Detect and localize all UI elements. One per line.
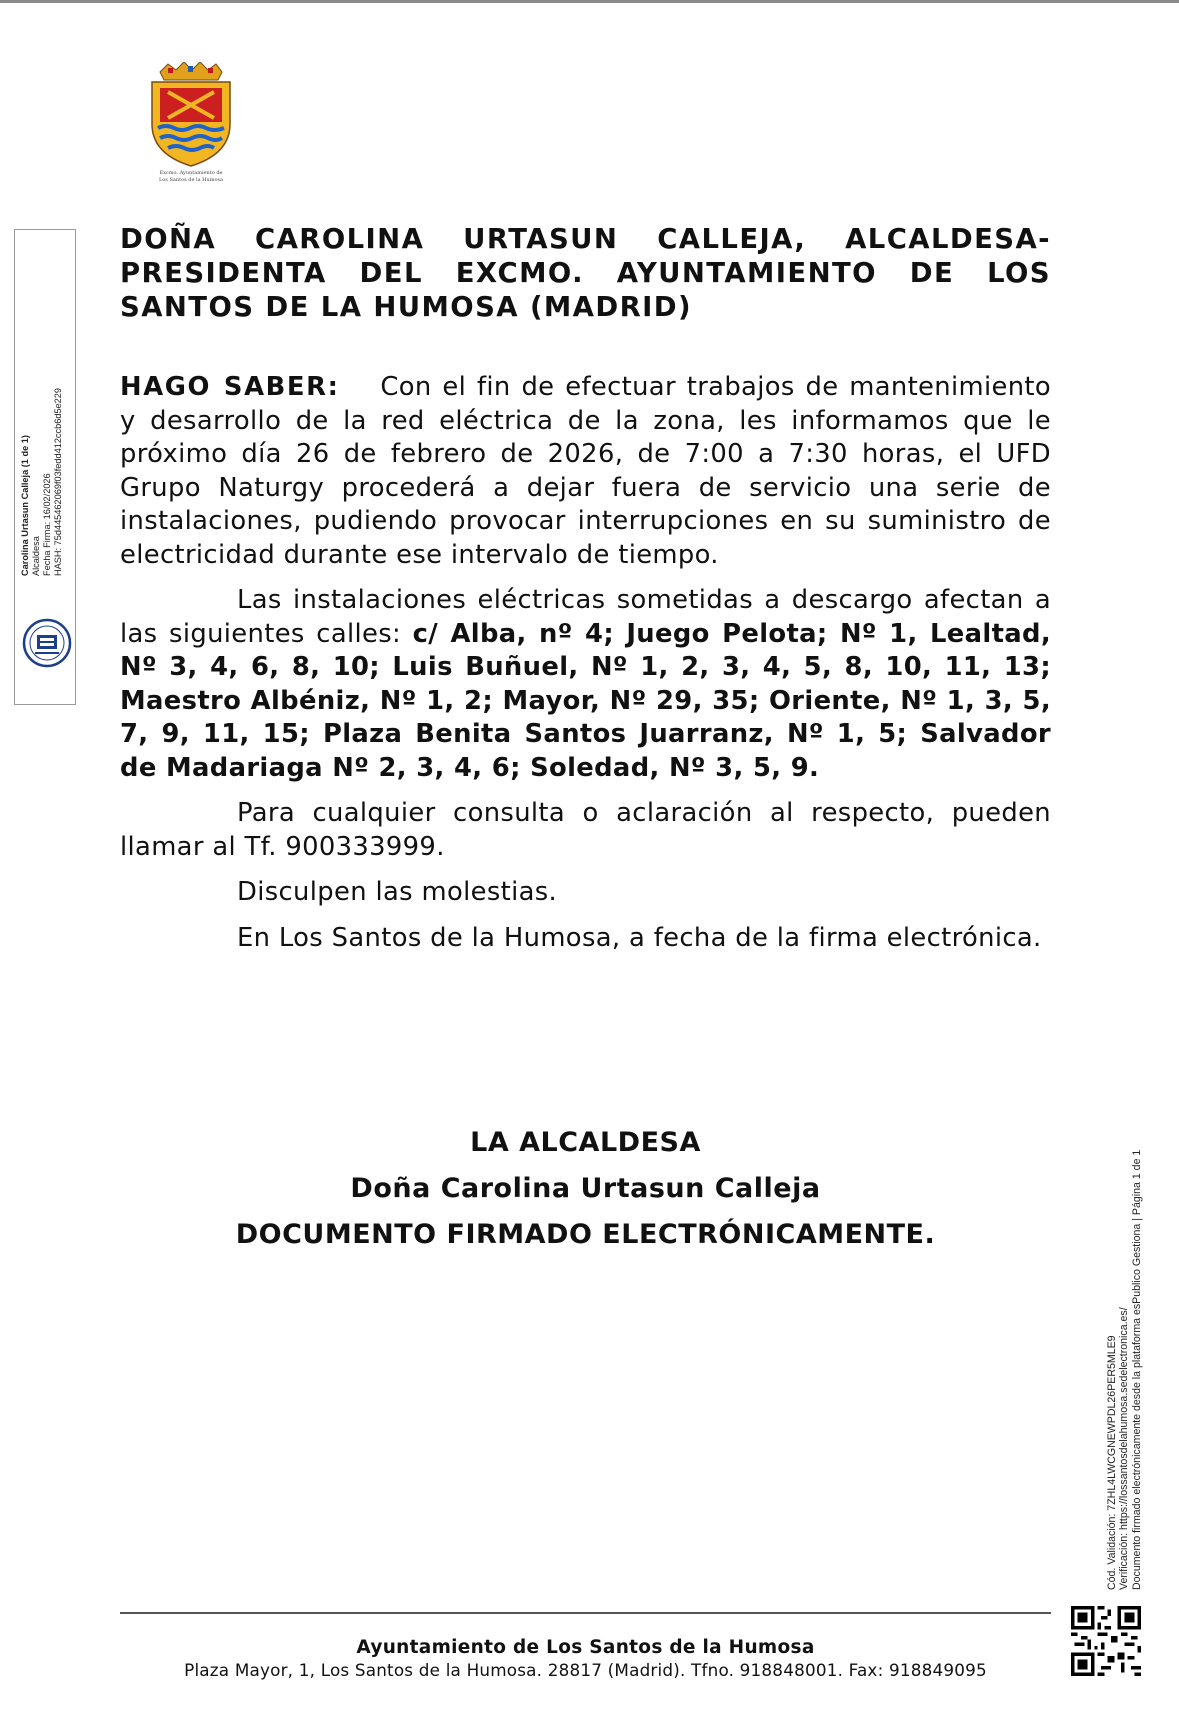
crest-caption-2: Los Santos de la Humosa (158, 177, 224, 182)
qr-code-icon[interactable] (1071, 1606, 1141, 1676)
crest-shield-icon (138, 62, 242, 182)
paragraph-apology: Disculpen las molestias. (237, 877, 558, 907)
document-heading: DOÑA CAROLINA URTASUN CALLEJA, ALCALDESA-PRESIDENTA DEL EXCMO. AYUNTAMIENTO DE LOS SANTOS DE LA HUMOSA (MADRID) (120, 223, 1051, 323)
signature-title: LA ALCALDESA (470, 1127, 701, 1158)
crest-caption-1: Excmo. Ayuntamiento de (159, 170, 223, 176)
verification-platform: Documento firmado electrónicamente desde la plataforma esPublico Gestiona | Página 1 de 1 (1130, 1149, 1143, 1590)
footer-org-name: Ayuntamiento de Los Santos de la Humosa (356, 1637, 815, 1658)
top-border (0, 0, 1179, 3)
stamp-role: Alcaldesa (31, 536, 41, 576)
signature-note: DOCUMENTO FIRMADO ELECTRÓNICAMENTE. (235, 1219, 936, 1250)
hago-saber-label: HAGO SABER: (120, 372, 340, 402)
footer (120, 1637, 1051, 1681)
paragraph-1-text: Con el fin de efectuar trabajos de mantenimiento y desarrollo de la red eléctrica de la zona, les informamos que le próximo día 26 de febrero de 2026, de 7:00 a 7:30 horas, el UFD Grupo Naturgy procederá a dejar fuera de servicio una serie de instalaciones, pudiendo provocar interrupciones en su suministro de electricidad durante ese intervalo de tiempo. (120, 372, 1051, 570)
verification-url[interactable]: Verificación: https://lossantosdelahumosa.sedelectronica.es/ (1118, 1307, 1131, 1590)
streets-list: c/ Alba, nº 4; Juego Pelota; Nº 1, Lealtad, Nº 3, 4, 6, 8, 10; Luis Buñuel, Nº 1, 2, 3, 4, 5, 8, 10, 11, 13; Maestro Albéniz, Nº 1, 2; Mayor, Nº 29, 35; Oriente, Nº 1, 3, 5, 7, 9, 11, 15; Plaza Benita Santos Juarranz, Nº 1, 5; Salvador de Madariaga Nº 2, 3, 4, 6; Soledad, Nº 3, 5, 9. (120, 618, 1051, 783)
seal-icon (21, 617, 73, 669)
document-body (120, 222, 1051, 955)
footer-address: Plaza Mayor, 1, Los Santos de la Humosa. 28817 (Madrid). Tfno. 918848001. Fax: 918849095 (184, 1660, 987, 1680)
paragraph-hago-saber (120, 371, 1051, 572)
paragraph-contact: Para cualquier consulta o aclaración al respecto, pueden llamar al Tf. 900333999. (120, 798, 1051, 862)
signature-block (120, 1120, 1051, 1258)
verification-code: Cód. Validación: 7ZHL4LWCGNEWPDL26PER5MLE9 (1106, 1335, 1118, 1590)
stamp-signer: Carolina Urtasun Calleja (1 de 1) (20, 435, 30, 576)
stamp-date: Fecha Firma: 16/02/2026 (42, 473, 52, 576)
paragraph-streets (120, 584, 1051, 785)
paragraph-place-date: En Los Santos de la Humosa, a fecha de la firma electrónica. (237, 922, 1042, 953)
footer-divider (120, 1612, 1051, 1614)
municipal-crest-logo (138, 62, 242, 182)
streets-intro: Las instalaciones eléctricas sometidas a descargo afectan a las siguientes calles: (120, 585, 1051, 649)
signature-name: Doña Carolina Urtasun Calleja (350, 1173, 821, 1204)
stamp-hash: HASH: 75d445462069f03fedd412ccb6d5e229 (53, 388, 63, 576)
